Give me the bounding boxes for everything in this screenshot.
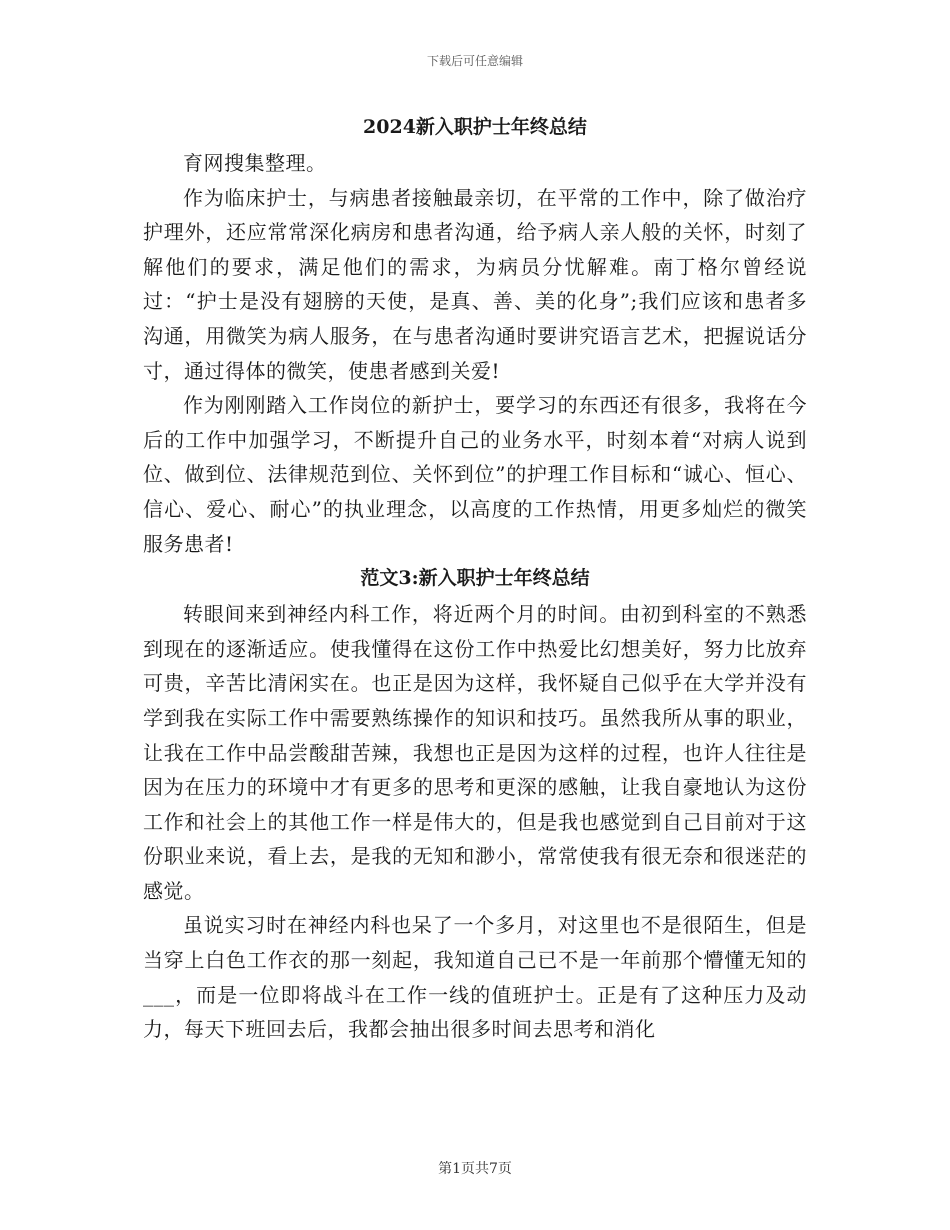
document-body [143,110,807,1047]
page-header: 下载后可任意编辑 [426,54,523,68]
page-number: 第1页共7页 [438,1161,512,1177]
section-2 [143,561,807,1047]
paragraph: 作为刚刚踏入工作岗位的新护士，要学习的东西还有很多，我将在今后的工作中加强学习，不断提升自己的业务水平，时刻本着“对病人说到位、做到位、法律规范到位、关怀到位”的护理工作目标和“诚心、恒心、信心、爱心、耐心”的执业理念，以高度的工作热情，用更多灿烂的微笑服务患者! [143,393,807,556]
paragraph: 育网搜集整理。 [183,151,327,175]
paragraph: 作为临床护士，与病患者接触最亲切，在平常的工作中，除了做治疗护理外，还应常常深化病房和患者沟通，给予病人亲人般的关怀，时刻了解他们的要求，满足他们的需求，为病员分忧解难。南丁格尔曾经说过：“护士是没有翅膀的天使，是真、善、美的化身”;我们应该和患者多沟通，用微笑为病人服务，在与患者沟通时要讲究语言艺术，把握说话分寸，通过得体的微笑，使患者感到关爱! [143,185,807,383]
section-title: 2024新入职护士年终总结 [363,116,587,138]
section-1 [143,110,807,561]
paragraph: 虽说实习时在神经内科也呆了一个多月，对这里也不是很陌生，但是当穿上白色工作衣的那一刻起，我知道自己已不是一年前那个懵懂无知的___，而是一位即将战斗在工作一线的值班护士。正是有了这种压力及动力，每天下班回去后，我都会抽出很多时间去思考和消化 [143,913,807,1042]
section-title: 范文3:新入职护士年终总结 [360,567,590,590]
paragraph: 转眼间来到神经内科工作，将近两个月的时间。由初到科室的不熟悉到现在的逐渐适应。使我懂得在这份工作中热爱比幻想美好，努力比放弃可贵，辛苦比清闲实在。也正是因为这样，我怀疑自己似乎在大学并没有学到我在实际工作中需要熟练操作的知识和技巧。虽然我所从事的职业，让我在工作中品尝酸甜苦辣，我想也正是因为这样的过程，也许人往往是因为在压力的环境中才有更多的思考和更深的感触，让我自豪地认为这份工作和社会上的其他工作一样是伟大的，但是我也感觉到自己目前对于这份职业来说，看上去，是我的无知和渺小，常常使我有很无奈和很迷茫的感觉。 [143,602,807,903]
